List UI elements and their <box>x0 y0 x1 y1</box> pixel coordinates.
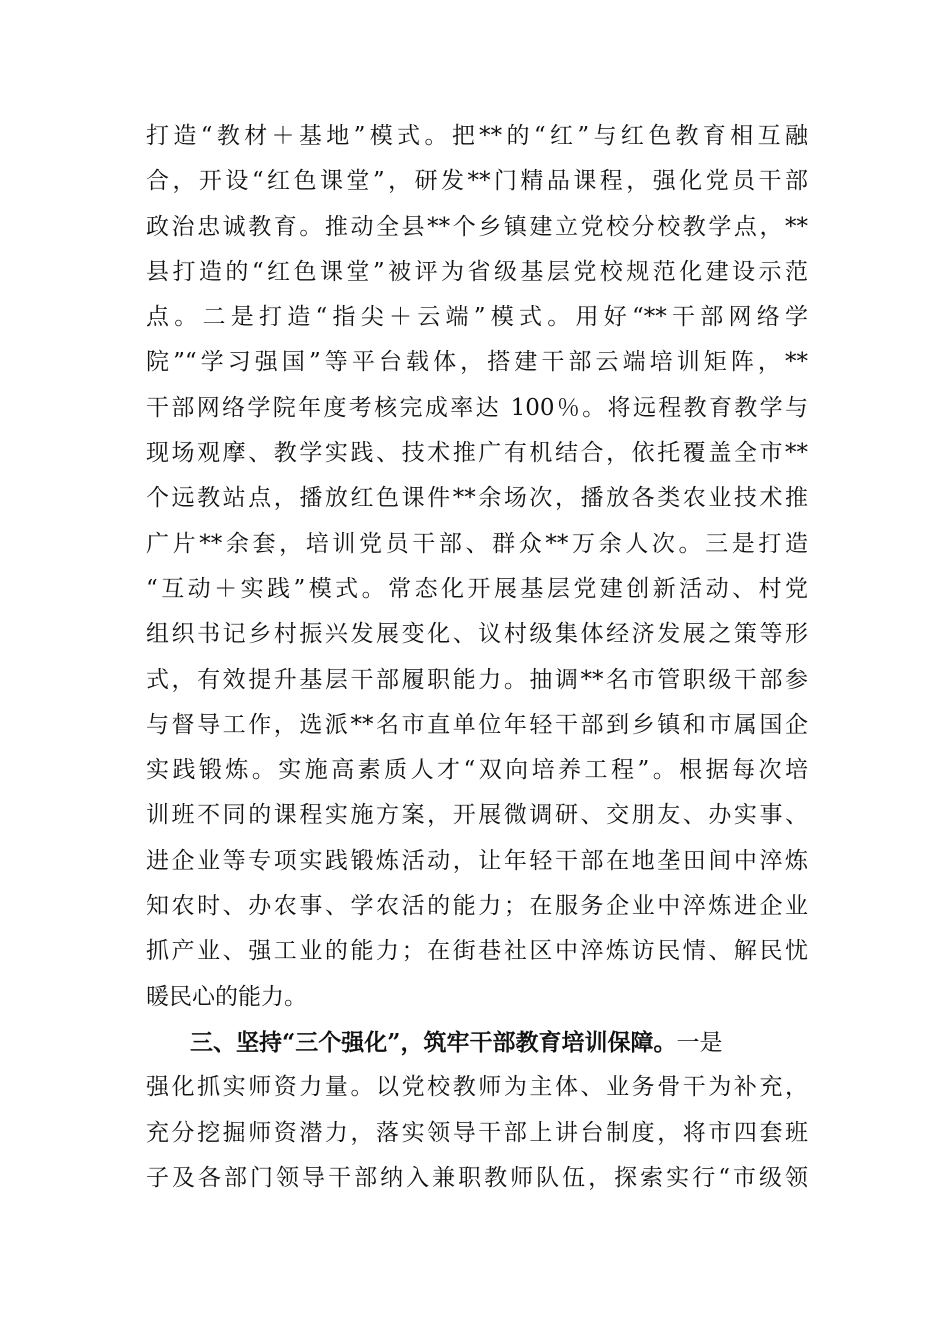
text-line: 进企业等专项实践锻炼活动，让年轻干部在地垄田间中淬炼 <box>146 847 808 874</box>
text-line: 现场观摩、教学实践、技术推广有机结合，依托覆盖全市** <box>146 440 808 467</box>
document-body <box>146 114 808 1201</box>
text-line: 抓产业、强工业的能力；在街巷社区中淬炼访民情、解民忧 <box>146 938 808 965</box>
text-line: 干部网络学院年度考核完成率达 100％。将远程教育教学与 <box>146 394 808 421</box>
text-line: 院”“学习强国”等平台载体，搭建干部云端培训矩阵，** <box>146 349 808 376</box>
text-line: 政治忠诚教育。推动全县**个乡镇建立党校分校教学点，** <box>146 213 808 240</box>
text-line: 充分挖掘师资潜力，落实领导干部上讲台制度，将市四套班 <box>146 1119 808 1146</box>
heading-line-tail: 一是 <box>676 1029 723 1056</box>
text-line: “互动＋实践”模式。常态化开展基层党建创新活动、村党 <box>146 575 808 602</box>
text-line: 强化抓实师资力量。以党校教师为主体、业务骨干为补充， <box>146 1074 808 1101</box>
text-line: 训班不同的课程实施方案，开展微调研、交朋友、办实事、 <box>146 802 808 829</box>
text-line: 点。二是打造“指尖＋云端”模式。用好“**干部网络学 <box>146 304 808 331</box>
text-line: 组织书记乡村振兴发展变化、议村级集体经济发展之策等形 <box>146 621 808 648</box>
section-heading-line <box>146 1020 808 1065</box>
text-line: 个远教站点，播放红色课件**余场次，播放各类农业技术推 <box>146 485 808 512</box>
text-line: 与督导工作，选派**名市直单位年轻干部到乡镇和市属国企 <box>146 711 808 738</box>
text-line: 合，开设“红色课堂”，研发**门精品课程，强化党员干部 <box>146 168 808 195</box>
paragraph-1 <box>146 114 808 1020</box>
text-line: 子及各部门领导干部纳入兼职教师队伍，探索实行“市级领 <box>146 1164 808 1191</box>
text-line-last: 暖民心的能力。 <box>146 983 307 1010</box>
text-line: 实践锻炼。实施高素质人才“双向培养工程”。根据每次培 <box>146 757 808 784</box>
text-line: 知农时、办农事、学农活的能力；在服务企业中淬炼进企业 <box>146 893 808 920</box>
text-line: 广片**余套，培训党员干部、群众**万余人次。三是打造 <box>146 530 808 557</box>
text-line: 打造“教材＋基地”模式。把**的“红”与红色教育相互融 <box>146 123 808 149</box>
paragraph-2 <box>146 1020 808 1201</box>
section-heading: 三、坚持“三个强化”，筑牢干部教育培训保障。 <box>190 1028 677 1056</box>
text-line: 式，有效提升基层干部履职能力。抽调**名市管职级干部参 <box>146 666 808 693</box>
text-line: 县打造的“红色课堂”被评为省级基层党校规范化建设示范 <box>146 258 808 285</box>
